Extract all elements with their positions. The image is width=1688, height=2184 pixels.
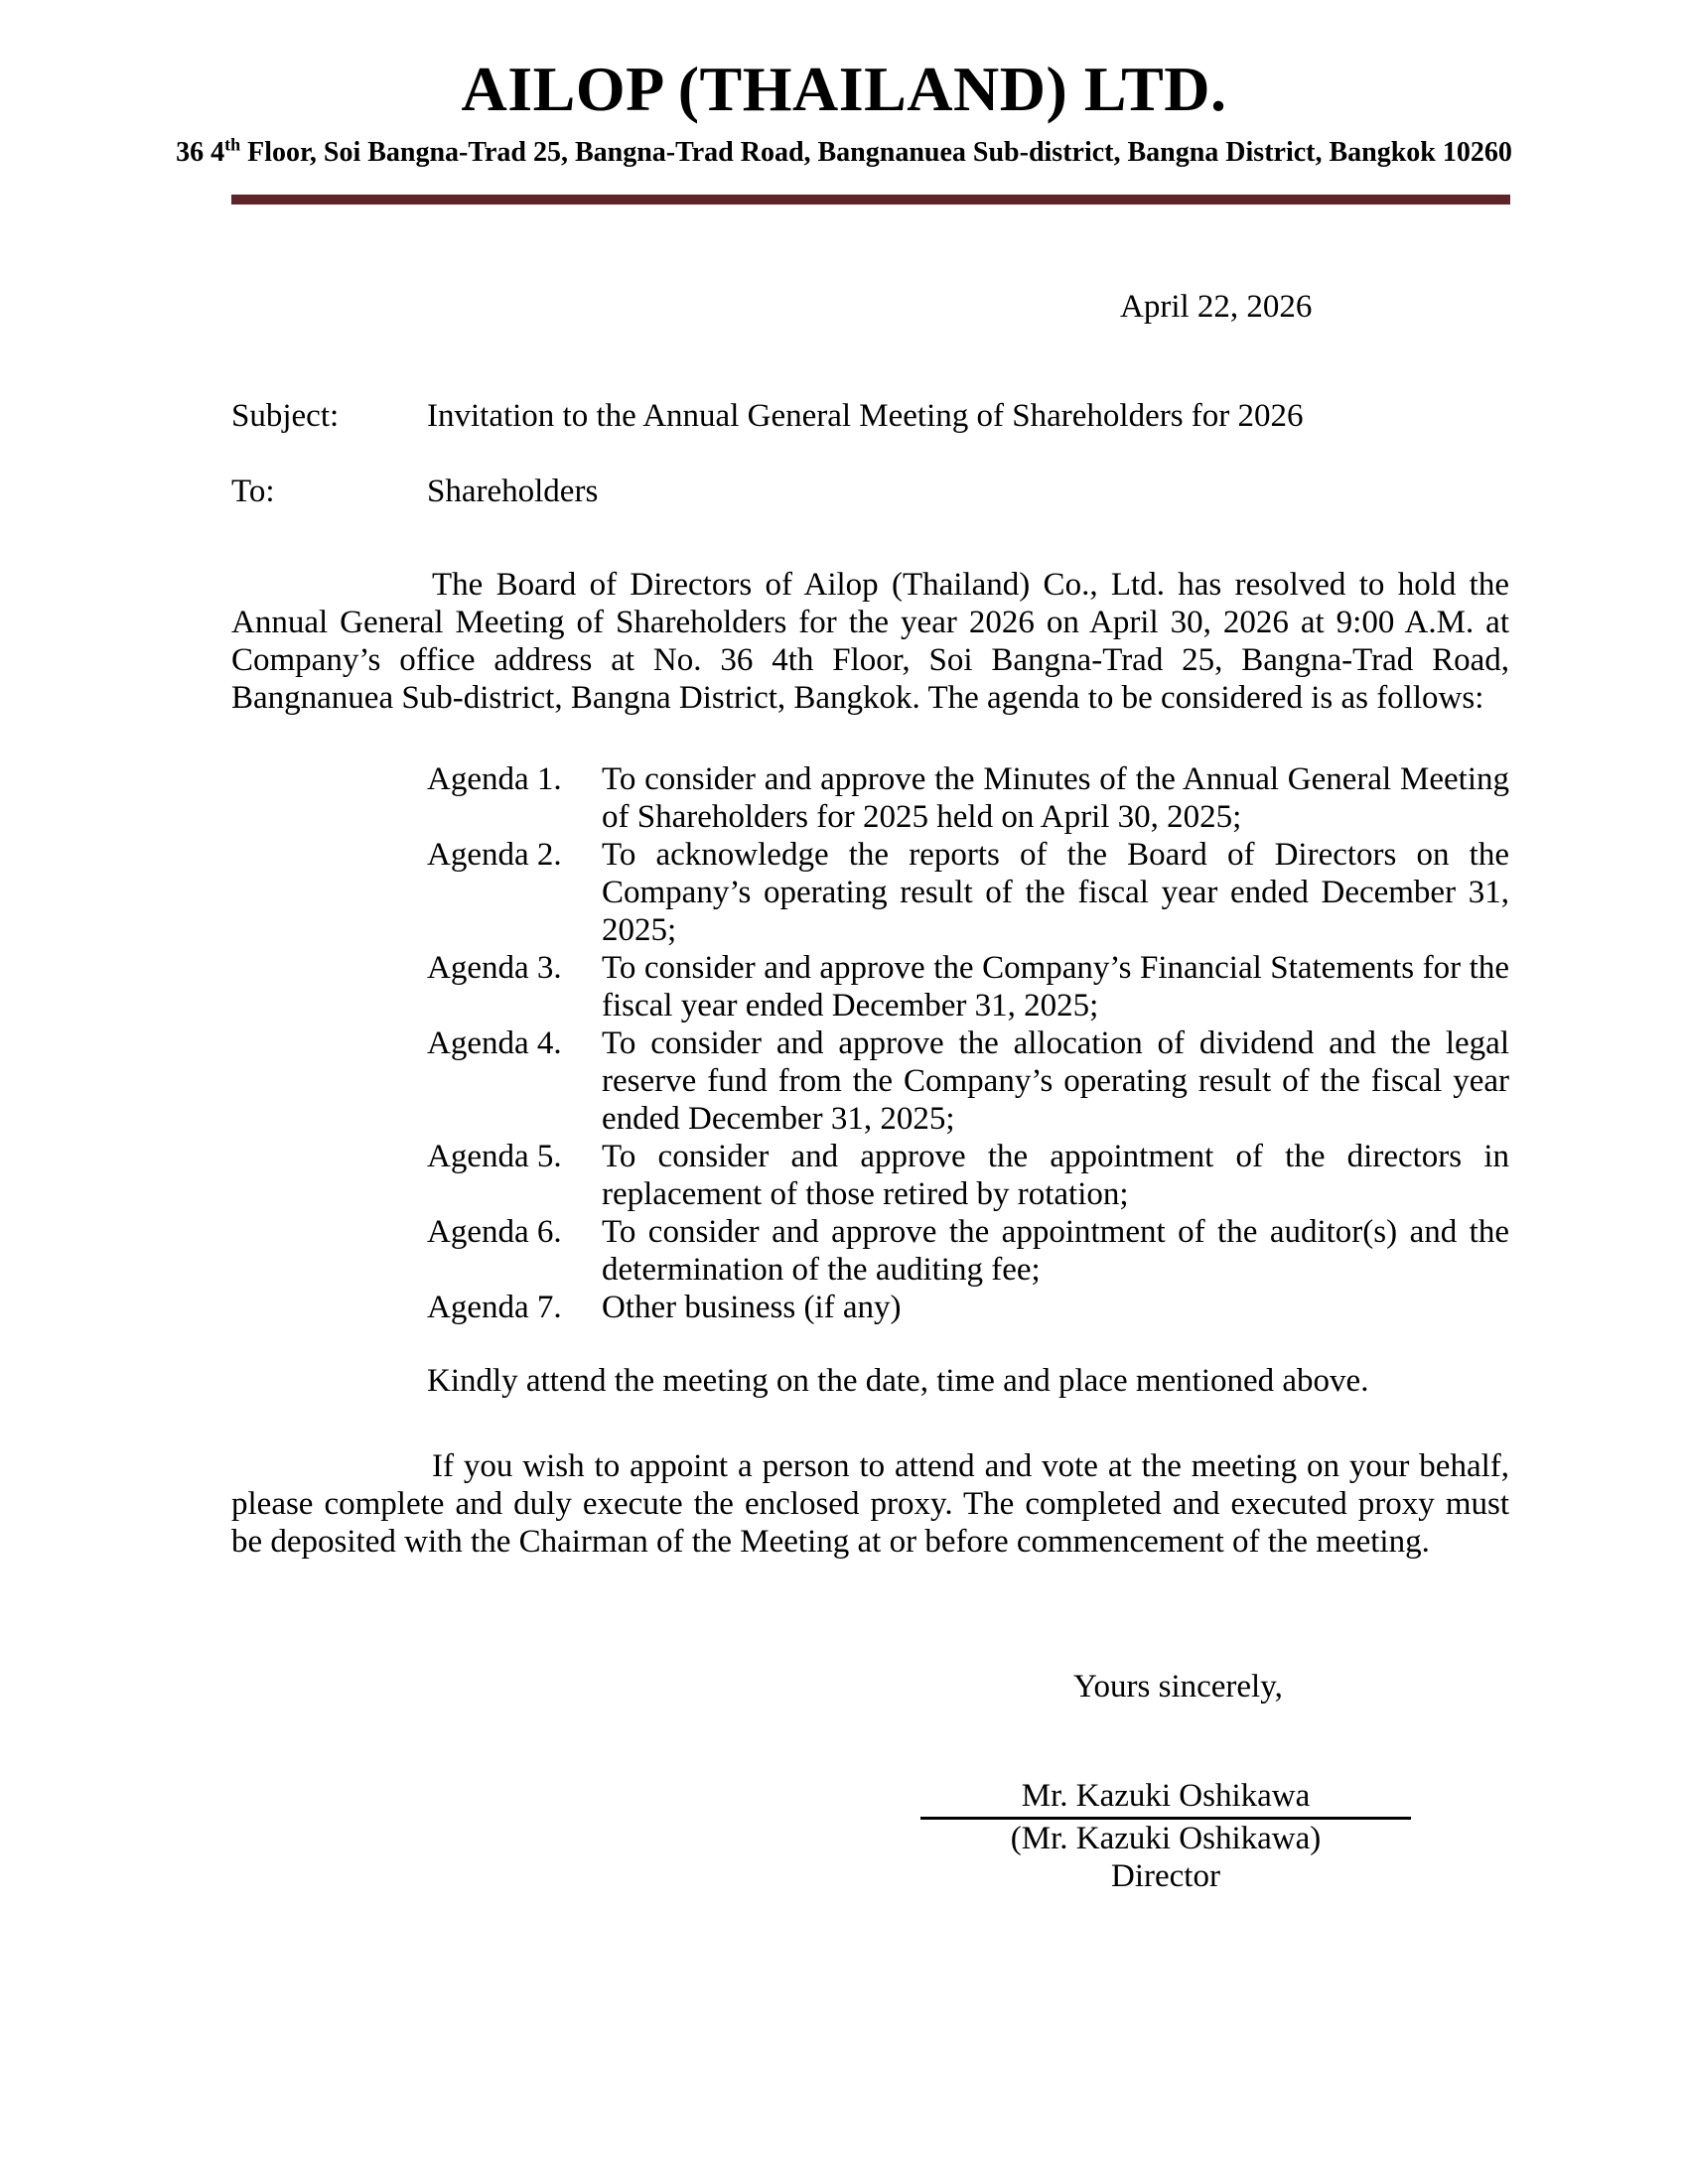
agenda-4-text: To consider and approve the allocation of dividend and the legal reserve fund from the Company’s operating result of the fiscal year ended December 31, 2025; [602,1024,1509,1137]
agenda-item-6 [427,1213,1509,1289]
company-address-prefix: 36 4 [176,137,225,169]
agenda-3-label: Agenda 3. [427,949,562,986]
agenda-6-text: To consider and approve the appointment of the auditor(s) and the determination of the auditing fee; [602,1213,1509,1288]
agenda-4-label: Agenda 4. [427,1024,562,1061]
attend-line: Kindly attend the meeting on the date, time and place mentioned above. [427,1362,1369,1399]
company-address-suffix: Floor, Soi Bangna-Trad 25, Bangna-Trad Road, Bangnanuea Sub-district, Bangna District, Bangkok 10260 [240,137,1512,169]
proxy-paragraph: If you wish to appoint a person to attend and vote at the meeting on your behalf, please complete and duly execute the enclosed proxy. The completed and executed proxy must be deposited with the Chairman of the Meeting at or before commencement of the meeting. [231,1447,1509,1560]
agenda-item-3 [427,949,1509,1024]
agenda-7-text: Other business (if any) [602,1289,902,1325]
subject-row [231,397,1509,435]
agenda-1-text: To consider and approve the Minutes of the Annual General Meeting of Shareholders for 2025 held on April 30, 2025; [602,760,1509,835]
letter-body [231,288,1509,1895]
letterhead [0,0,1688,205]
letter-date: April 22, 2026 [1120,288,1313,325]
signature-name: Mr. Kazuki Oshikawa [920,1777,1411,1820]
to-row [231,473,1509,510]
agenda-2-text: To acknowledge the reports of the Board of Directors on the Company’s operating result of the fiscal year ended December 31, 2025; [602,836,1509,948]
company-address-ordinal: th [224,134,241,155]
opening-paragraph: The Board of Directors of Ailop (Thailand) Co., Ltd. has resolved to hold the Annual General Meeting of Shareholders for the year 2026 on April 30, 2026 at 9:00 A.M. at Company’s office address at No. 36 4th Floor, Soi Bangna-Trad 25, Bangna-Trad Road, Bangnanuea Sub-district, Bangna District, Bangkok. The agenda to be considered is as follows: [231,566,1509,716]
agenda-item-2 [427,836,1509,949]
agenda-6-label: Agenda 6. [427,1213,562,1250]
subject-label: Subject: [231,397,340,434]
agenda-5-text: To consider and approve the appointment of the directors in replacement of those retired by rotation; [602,1138,1509,1212]
agenda-item-5 [427,1138,1509,1213]
subject-value: Invitation to the Annual General Meeting of Shareholders for 2026 [427,397,1304,434]
to-label: To: [231,473,275,509]
agenda-5-label: Agenda 5. [427,1138,562,1174]
company-name: AILOP (THAILAND) LTD. [461,54,1227,124]
agenda-item-4 [427,1024,1509,1138]
agenda-1-label: Agenda 1. [427,760,562,797]
company-address [0,134,1688,169]
signature-block [920,1777,1411,1895]
agenda-3-text: To consider and approve the Company’s Financial Statements for the fiscal year ended December 31, 2025; [602,949,1509,1024]
to-value: Shareholders [427,473,599,509]
agenda-list [427,760,1509,1326]
agenda-7-label: Agenda 7. [427,1289,562,1325]
closing-salutation: Yours sincerely, [1073,1668,1283,1705]
signature-name-paren: (Mr. Kazuki Oshikawa) [1010,1820,1322,1856]
agenda-item-1 [427,760,1509,836]
signature-title: Director [1111,1857,1220,1894]
letterhead-rule [231,195,1510,205]
agenda-item-7 [427,1289,1509,1326]
agenda-2-label: Agenda 2. [427,836,562,873]
